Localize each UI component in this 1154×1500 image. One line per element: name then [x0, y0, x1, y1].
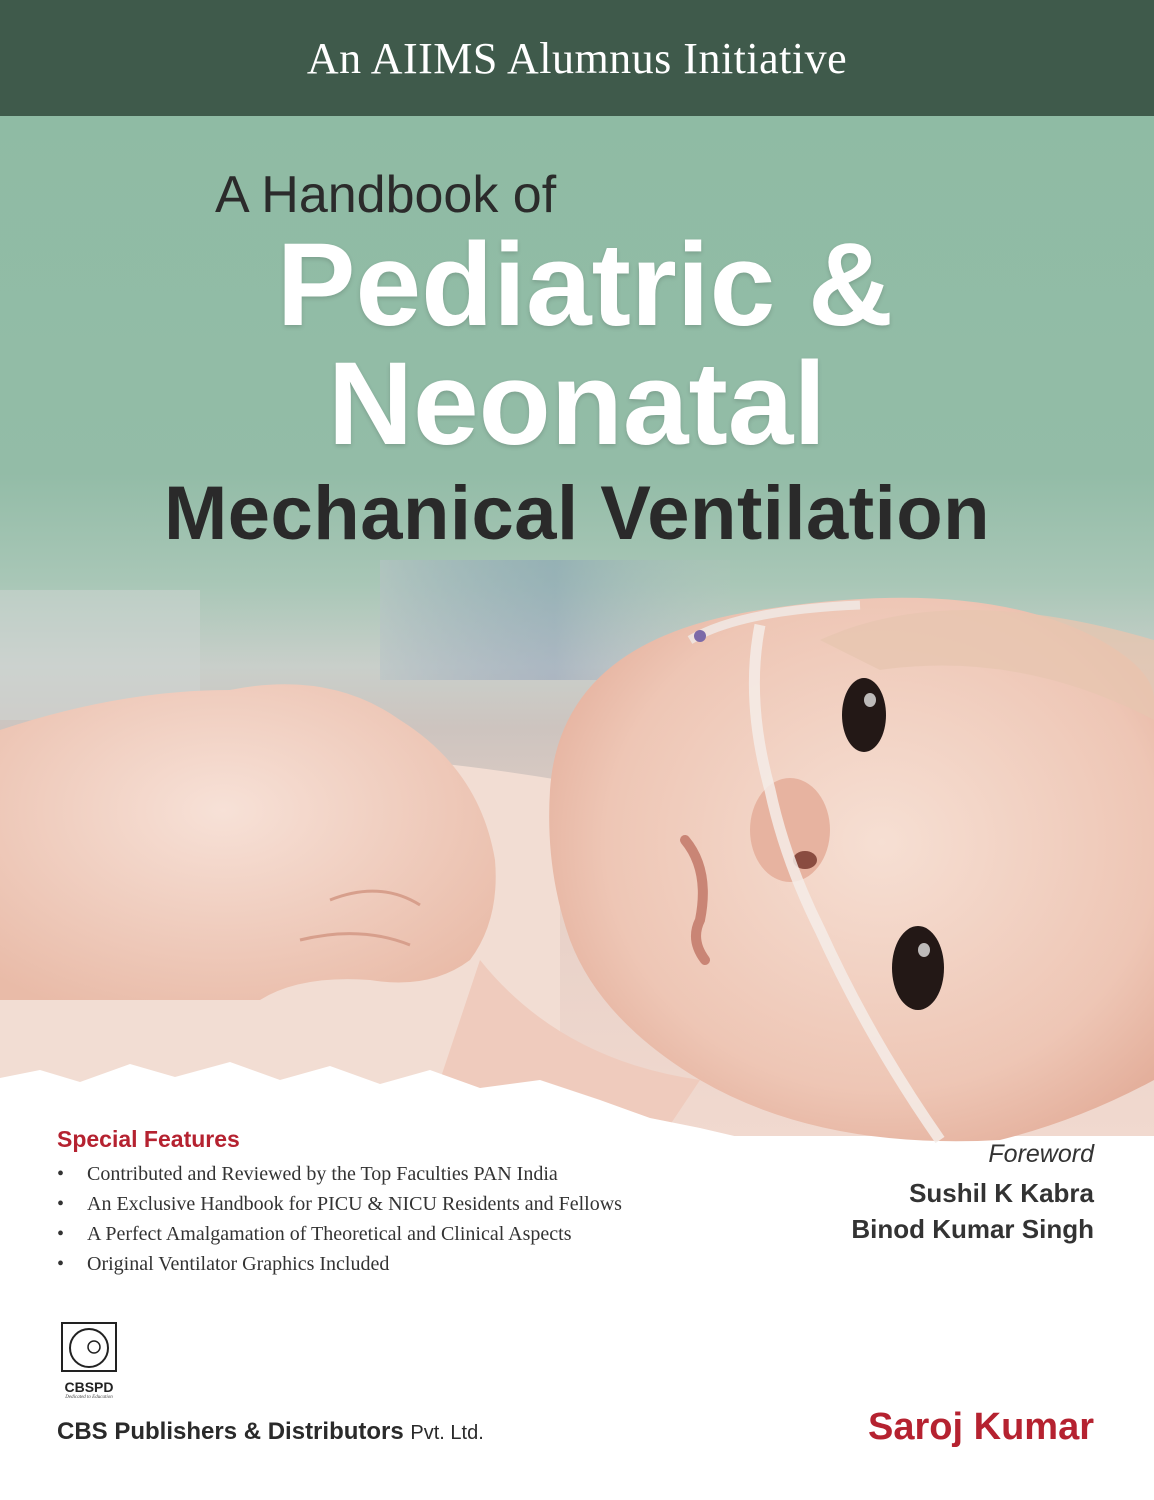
feature-item: • A Perfect Amalgamation of Theoretical and Clinical Aspects: [57, 1219, 622, 1249]
feature-item: • Contributed and Reviewed by the Top Faculties PAN India: [57, 1159, 622, 1189]
publisher-logo: [57, 1322, 121, 1400]
author-name: Saroj Kumar: [868, 1406, 1094, 1448]
logo-wordmark: CBSPD: [64, 1379, 114, 1395]
publisher-title: CBS Publishers & Distributors: [57, 1418, 404, 1445]
title-line-mechanical-ventilation: Mechanical Ventilation: [163, 471, 991, 556]
cannula-clip: [694, 630, 706, 642]
feature-item: • An Exclusive Handbook for PICU & NICU Residents and Fellows: [57, 1189, 622, 1219]
baby-eye: [892, 926, 944, 1010]
foreword-name: Binod Kumar Singh: [851, 1214, 1094, 1244]
features-heading: Special Features: [57, 1126, 240, 1152]
foreword-block: [851, 1140, 1094, 1247]
publisher-name: [57, 1418, 484, 1446]
baby-eye: [842, 678, 886, 752]
foreword-label: Foreword: [988, 1140, 1094, 1168]
eye-highlight: [918, 943, 930, 957]
features-list: [57, 1159, 622, 1279]
foreword-name: Sushil K Kabra: [909, 1178, 1094, 1208]
title-prefix: A Handbook of: [215, 166, 557, 224]
special-features: [57, 1126, 622, 1279]
eye-highlight: [864, 693, 876, 707]
initiative-text: An AIIMS Alumnus Initiative: [306, 33, 848, 83]
title-line-neonatal: Neonatal: [327, 338, 827, 470]
baby-hand: [0, 684, 496, 1000]
feature-item: • Original Ventilator Graphics Included: [57, 1249, 622, 1279]
logo-tagline: Dedicated to Education: [65, 1395, 113, 1400]
publisher-suffix: Pvt. Ltd.: [410, 1422, 484, 1444]
cbspd-emblem-icon: [61, 1322, 117, 1372]
title-line-pediatric: Pediatric &: [276, 219, 894, 351]
